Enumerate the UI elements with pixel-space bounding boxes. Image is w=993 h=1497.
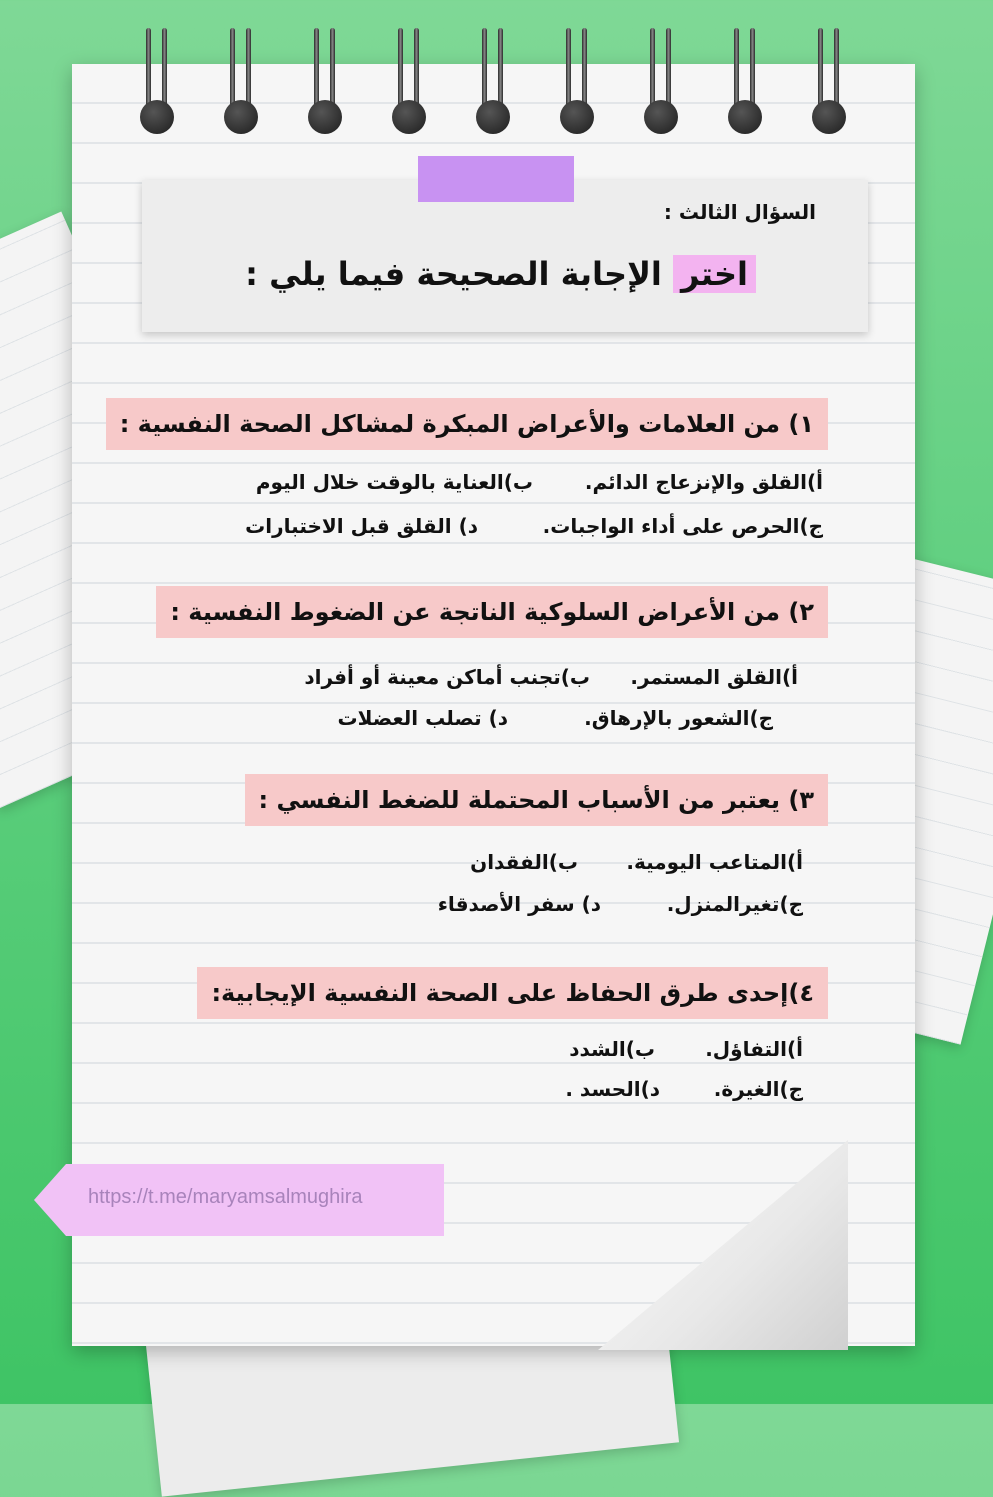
instruction-rest: الإجابة الصحيحة فيما يلي :: [245, 255, 673, 293]
q4-option-a[interactable]: أ)التفاؤل.: [705, 1037, 803, 1061]
q3-option-d[interactable]: د) سفر الأصدقاء: [437, 892, 601, 916]
q4-option-d[interactable]: د)الحسد .: [565, 1077, 660, 1101]
question-label: السؤال الثالث :: [663, 200, 816, 224]
header-card: [142, 180, 868, 332]
q4-option-b[interactable]: ب)الشدد: [569, 1037, 655, 1061]
spiral-binding: [140, 28, 860, 138]
telegram-link[interactable]: https://t.me/maryamsalmughira: [88, 1186, 363, 1208]
binding-ring-icon: [392, 28, 426, 134]
binding-ring-icon: [224, 28, 258, 134]
q2-option-b[interactable]: ب)تجنب أماكن معينة أو أفراد: [304, 665, 590, 689]
question-1: ١) من العلامات والأعراض المبكرة لمشاكل الصحة النفسية :: [106, 398, 828, 450]
instruction-title: [245, 255, 756, 293]
binding-ring-icon: [812, 28, 846, 134]
q1-option-c[interactable]: ج)الحرص على أداء الواجبات.: [542, 514, 823, 538]
q2-option-a[interactable]: أ)القلق المستمر.: [630, 665, 798, 689]
binding-ring-icon: [308, 28, 342, 134]
binding-ring-icon: [140, 28, 174, 134]
q2-option-c[interactable]: ج)الشعور بالإرهاق.: [584, 706, 773, 730]
binding-ring-icon: [728, 28, 762, 134]
q4-option-c[interactable]: ج)الغيرة.: [713, 1077, 803, 1101]
q3-option-b[interactable]: ب)الفقدان: [470, 850, 578, 874]
binding-ring-icon: [476, 28, 510, 134]
binding-ring-icon: [644, 28, 678, 134]
question-3: ٣) يعتبر من الأسباب المحتملة للضغط النفسي :: [245, 774, 828, 826]
q3-option-c[interactable]: ج)تغيرالمنزل.: [666, 892, 803, 916]
instruction-highlight: اختر: [673, 255, 756, 293]
binding-ring-icon: [560, 28, 594, 134]
q1-option-d[interactable]: د) القلق قبل الاختبارات: [245, 514, 478, 538]
q1-option-a[interactable]: أ)القلق والإنزعاج الدائم.: [584, 470, 823, 494]
q2-option-d[interactable]: د) تصلب العضلات: [337, 706, 508, 730]
tape-strip: [418, 156, 574, 202]
q1-option-b[interactable]: ب)العناية بالوقت خلال اليوم: [255, 470, 533, 494]
question-2: ٢) من الأعراض السلوكية الناتجة عن الضغوط النفسية :: [156, 586, 828, 638]
q3-option-a[interactable]: أ)المتاعب اليومية.: [626, 850, 803, 874]
question-4: ٤)إحدى طرق الحفاظ على الصحة النفسية الإيجابية:: [197, 967, 828, 1019]
